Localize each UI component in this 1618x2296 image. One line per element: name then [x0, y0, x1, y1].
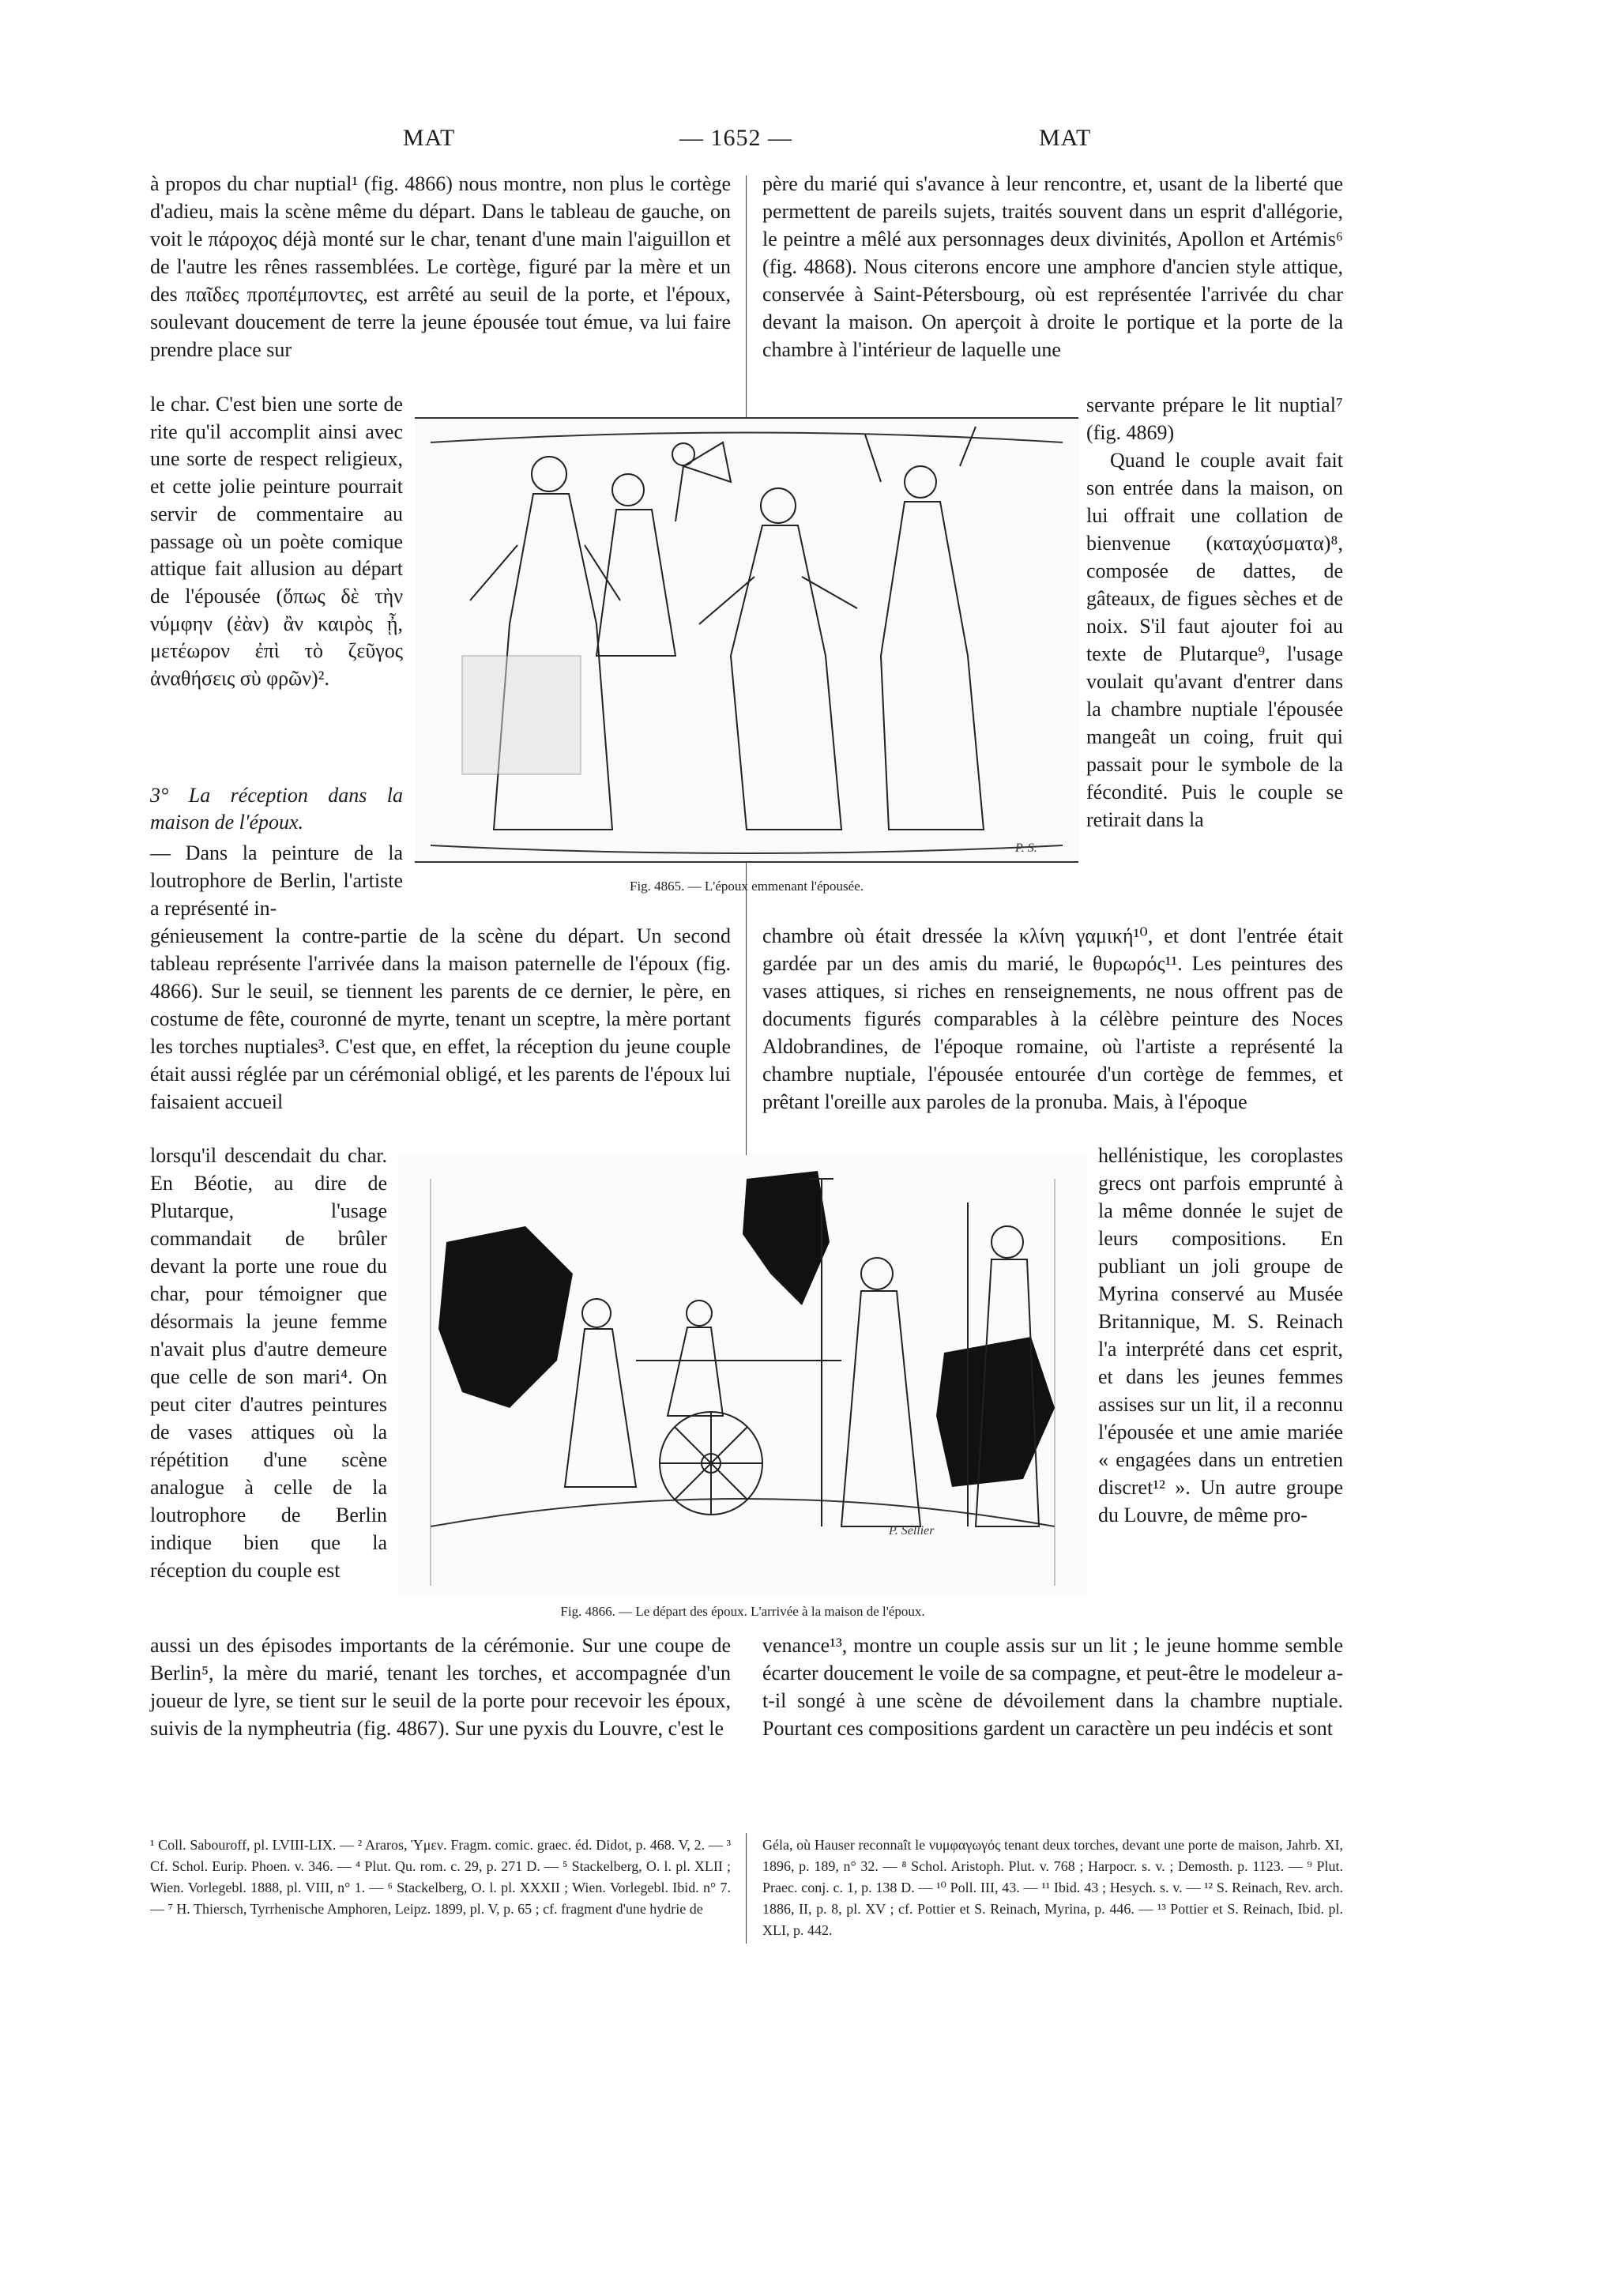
vase-painting-illustration-1	[415, 419, 1078, 861]
vase-painting-illustration-2	[399, 1155, 1086, 1598]
footnotes-right: Géla, où Hauser reconnaît le νυμφαγωγός tenant deux torches, devant une porte de maison, Jahrb. XI, 1896, p. 189, n° 32. — ⁸ Schol. Aristoph. Plut. v. 768 ; Harpocr. s. v. ; Demosth. p. 1123. — ⁹ Plut. Praec. conj. c. 1, p. 138 D. — ¹⁰ Poll. III, 43. — ¹¹ Ibid. 43 ; Hesych. s. v. — ¹² S. Reinach, Rev. arch. 1886, II, p. 8, pl. XV ; cf. Pottier et S. Reinach, Myrina, p. 446. — ¹³ Pottier et S. Reinach, Ibid. pl. XLI, p. 442.	[762, 1837, 1343, 1938]
running-head-right: MAT	[1039, 125, 1092, 151]
figure-4865-signature: P. S.	[1015, 841, 1037, 855]
footnotes-left: ¹ Coll. Sabouroff, pl. LVIII-LIX. — ² Araros, Ὑμεν. Fragm. comic. graec. éd. Didot, p. 468. V, 2. — ³ Cf. Schol. Eurip. Phoen. v. 346. — ⁴ Plut. Qu. rom. c. 29, p. 271 D. — ⁵ Stackelberg, O. l. pl. XLII ; Wien. Vorlegebl. 1888, pl. VIII, n° 1. — ⁶ Stackelberg, O. l. pl. XXXII ; Wien. Vorlegebl. Ibid. n° 7. — ⁷ H. Thiersch, Tyrrhenische Amphoren, Leipz. 1899, pl. V, p. 65 ; cf. fragment d'une hydrie de	[150, 1837, 731, 1917]
right-para-5: hellénistique, les coroplastes grecs ont parfois emprunté à la même donnée le sujet de leurs compositions. En publiant un joli groupe de Myrina conservé au Musée Britannique, M. S. Reinach l'a interprété dans cet esprit, et dans les jeunes femmes assises sur un lit, il a reconnu l'épousée et une amie mariée « engagées dans un entretien discret¹² ». Un autre groupe du Louvre, de même pro-	[1098, 1144, 1343, 1526]
section-heading: 3° La réception dans la maison de l'époux.	[150, 784, 403, 834]
figure-4865	[415, 417, 1078, 863]
running-head-left: MAT	[403, 125, 456, 151]
left-para-4: génieusement la contre-partie de la scène du départ. Un second tableau représente l'arrivée dans la maison paternelle de l'époux (fig. 4866). Sur le seuil, se tiennent les parents de ce dernier, le père, en costume de fête, couronné de myrte, tenant un sceptre, la mère portant les torches nuptiales³. C'est que, en effet, la réception du jeune couple était aussi réglée par un cérémonial obligé, et les parents de l'époux lui faisaient accueil	[150, 924, 731, 1113]
left-para-6: aussi un des épisodes importants de la cérémonie. Sur une coupe de Berlin⁵, la mère du marié, tenant les torches, et accompagnée d'un joueur de lyre, se tient sur le seuil de la porte pour recevoir les époux, suivis de la nympheutria (fig. 4867). Sur une pyxis du Louvre, c'est le	[150, 1634, 731, 1740]
figure-4866	[399, 1155, 1086, 1598]
page-number: — 1652 —	[679, 125, 792, 151]
figure-4865-caption: Fig. 4865. — L'époux emmenant l'épousée.	[629, 879, 864, 894]
right-para-6: venance¹³, montre un couple assis sur un lit ; le jeune homme semble écarter doucement le voile de sa compagne, et peut-être le modeleur a-t-il songé à une scène de dévoilement dans la chambre nuptiale. Pourtant ces compositions gardent un caractère un peu indécis et sont	[762, 1634, 1343, 1740]
right-para-2: servante prépare le lit nuptial⁷ (fig. 4869)	[1086, 393, 1343, 444]
figure-4866-signature: P. Sellier	[889, 1524, 935, 1538]
left-para-2: le char. C'est bien une sorte de rite qu'il accomplit ainsi avec une sorte de respect religieux, et cette jolie peinture pourrait servir de commentaire au passage où un poète comique attique fait allusion au départ de l'épousée (ὅπως δὲ τὴν νύμφην (ἐὰν) ἂν καιρὸς ᾖ, μετέωρον ἐπὶ τὸ ζεῦγος ἀναθήσεις σὺ φρῶν)².	[150, 393, 403, 691]
left-para-5: lorsqu'il descendait du char. En Béotie, au dire de Plutarque, l'usage commandait de brûler devant la porte une roue du char, pour témoigner que désormais la jeune femme n'avait plus d'autre demeure que celle de son mari⁴. On peut citer d'autres peintures de vases attiques où la répétition d'une scène analogue à celle de la loutrophore de Berlin indique bien que la réception du couple est	[150, 1144, 387, 1582]
right-para-1: père du marié qui s'avance à leur rencontre, et, usant de la liberté que permettent de pareils sujets, traités souvent dans un esprit d'allégorie, le peintre a mêlé aux personnages deux divinités, Apollon et Artémis⁶ (fig. 4868). Nous citerons encore une amphore d'ancien style attique, conservée à Saint-Pétersbourg, où est représentée l'arrivée du char devant la maison. On aperçoit à droite le portique et la porte de la chambre à l'intérieur de laquelle une	[762, 172, 1343, 361]
footnote-column-rule	[746, 1833, 747, 1944]
right-para-4: chambre où était dressée la κλίνη γαμική¹⁰, et dont l'entrée était gardée par un des amis du marié, le θυρωρός¹¹. Les peintures des vases attiques, si riches en renseignements, ne nous offrent pas de documents figurés comparables à la célèbre peinture des Noces Aldobrandines, de l'époque romaine, où l'artiste a représenté la chambre nuptiale, l'épousée entourée d'un cortège de femmes, et prêtant l'oreille aux paroles de la pronuba. Mais, à l'époque	[762, 924, 1343, 1113]
left-para-3: — Dans la peinture de la loutrophore de Berlin, l'artiste a représenté in-	[150, 841, 403, 920]
right-para-3: Quand le couple avait fait son entrée dans la maison, on lui offrait une collation de bienvenue (καταχύσματα)⁸, composée de dattes, de gâteaux, de figues sèches et de noix. S'il faut ajouter foi au texte de Plutarque⁹, l'usage voulait qu'avant d'entrer dans la chambre nuptiale l'épousée mangeât un coing, fruit qui passait pour le symbole de la fécondité. Puis le couple se retirait dans la	[1086, 449, 1343, 831]
figure-4866-caption: Fig. 4866. — Le départ des époux. L'arrivée à la maison de l'époux.	[560, 1604, 925, 1619]
left-para-1: à propos du char nuptial¹ (fig. 4866) nous montre, non plus le cortège d'adieu, mais la scène même du départ. Dans le tableau de gauche, on voit le πάροχος déjà monté sur le char, tenant d'une main l'aiguillon et de l'autre les rênes rassemblées. Le cortège, figuré par la mère et un des παῖδες προπέμποντες, est arrêté au seuil de la porte, et l'époux, soulevant doucement de terre la jeune épousée tout émue, va lui faire prendre place sur	[150, 172, 731, 361]
